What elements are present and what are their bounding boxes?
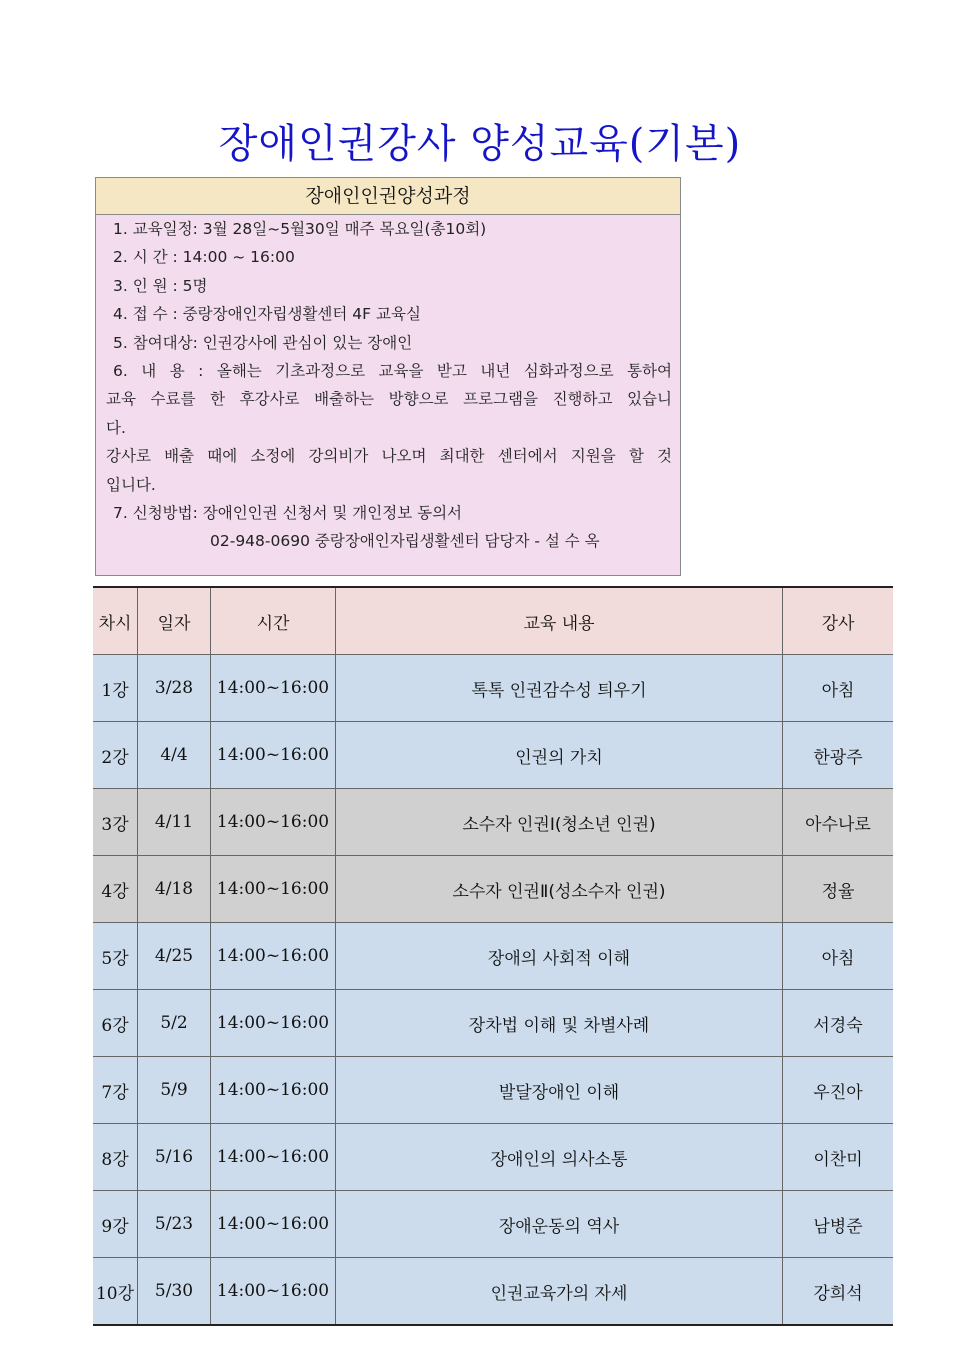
teacher-cell: 한광주 <box>783 722 894 789</box>
table-row <box>93 655 893 722</box>
contact-line: 02-948-0690 중랑장애인자립생활센터 담당자 - 설 수 옥 <box>210 532 600 551</box>
date-cell: 4/18 <box>138 856 211 923</box>
content-cell: 톡톡 인권감수성 틔우기 <box>336 655 783 722</box>
content-cell: 소수자 인권Ⅱ(성소수자 인권) <box>336 856 783 923</box>
content-cell: 인권의 가치 <box>336 722 783 789</box>
session-cell: 7강 <box>93 1057 138 1124</box>
content-line-2: 교육 수료를 한 후강사로 배출하는 방향으로 프로그램을 진행하고 있습니 <box>106 390 672 409</box>
table-row <box>93 722 893 789</box>
session-cell: 6강 <box>93 990 138 1057</box>
time-cell: 14:00~16:00 <box>211 1191 336 1258</box>
content-line-5: 입니다. <box>106 475 156 494</box>
time-line: 2. 시 간 : 14:00 ~ 16:00 <box>113 248 295 267</box>
date-cell: 5/30 <box>138 1258 211 1326</box>
content-line-3: 다. <box>106 418 126 437</box>
time-cell: 14:00~16:00 <box>211 722 336 789</box>
table-row <box>93 990 893 1057</box>
teacher-cell: 정율 <box>783 856 894 923</box>
session-cell: 4강 <box>93 856 138 923</box>
table-row <box>93 789 893 856</box>
content-line-1: 6. 내 용 : 올해는 기초과정으로 교육을 받고 내년 심화과정으로 통하여 <box>113 361 672 380</box>
table-header-row <box>93 587 893 655</box>
session-cell: 1강 <box>93 655 138 722</box>
target-line: 5. 참여대상: 인권강사에 관심이 있는 장애인 <box>113 333 413 352</box>
date-cell: 5/23 <box>138 1191 211 1258</box>
teacher-cell: 서경숙 <box>783 990 894 1057</box>
content-cell: 인권교육가의 자세 <box>336 1258 783 1326</box>
course-info-box <box>95 177 681 576</box>
session-cell: 3강 <box>93 789 138 856</box>
time-cell: 14:00~16:00 <box>211 1124 336 1191</box>
schedule-line: 1. 교육일정: 3월 28일~5월30일 매주 목요일(총10회) <box>113 220 487 238</box>
content-cell: 장애운동의 역사 <box>336 1191 783 1258</box>
time-cell: 14:00~16:00 <box>211 990 336 1057</box>
time-cell: 14:00~16:00 <box>211 923 336 990</box>
apply-line: 7. 신청방법: 장애인인권 신청서 및 개인정보 동의서 <box>113 503 463 522</box>
table-row <box>93 923 893 990</box>
table-row <box>93 1258 893 1326</box>
content-cell: 장애인의 의사소통 <box>336 1124 783 1191</box>
teacher-cell: 우진아 <box>783 1057 894 1124</box>
table-body <box>93 655 893 1326</box>
header-date: 일자 <box>138 587 211 655</box>
schedule-table <box>93 586 893 1326</box>
date-cell: 4/11 <box>138 789 211 856</box>
date-cell: 5/9 <box>138 1057 211 1124</box>
date-cell: 4/4 <box>138 722 211 789</box>
table-row <box>93 1057 893 1124</box>
content-cell: 소수자 인권Ⅰ(청소년 인권) <box>336 789 783 856</box>
table-row <box>93 1191 893 1258</box>
session-cell: 8강 <box>93 1124 138 1191</box>
header-session: 차시 <box>93 587 138 655</box>
session-cell: 2강 <box>93 722 138 789</box>
date-cell: 4/25 <box>138 923 211 990</box>
time-cell: 14:00~16:00 <box>211 1057 336 1124</box>
capacity-line: 3. 인 원 : 5명 <box>113 276 208 295</box>
teacher-cell: 아침 <box>783 923 894 990</box>
teacher-cell: 남병준 <box>783 1191 894 1258</box>
session-cell: 5강 <box>93 923 138 990</box>
table-row <box>93 856 893 923</box>
header-content: 교육 내용 <box>336 587 783 655</box>
content-cell: 장차법 이해 및 차별사례 <box>336 990 783 1057</box>
date-cell: 5/2 <box>138 990 211 1057</box>
date-cell: 5/16 <box>138 1124 211 1191</box>
teacher-cell: 아수나로 <box>783 789 894 856</box>
teacher-cell: 강희석 <box>783 1258 894 1326</box>
course-info-lines <box>96 215 680 556</box>
page-title: 장애인권강사 양성교육(기본) <box>218 121 742 167</box>
teacher-cell: 아침 <box>783 655 894 722</box>
content-cell: 장애의 사회적 이해 <box>336 923 783 990</box>
header-teacher: 강사 <box>783 587 894 655</box>
time-cell: 14:00~16:00 <box>211 655 336 722</box>
time-cell: 14:00~16:00 <box>211 856 336 923</box>
session-cell: 10강 <box>93 1258 138 1326</box>
content-cell: 발달장애인 이해 <box>336 1057 783 1124</box>
table-row <box>93 1124 893 1191</box>
time-cell: 14:00~16:00 <box>211 1258 336 1326</box>
header-time: 시간 <box>211 587 336 655</box>
content-line-4: 강사로 배출 때에 소정에 강의비가 나오며 최대한 센터에서 지원을 할 것 <box>106 447 672 466</box>
teacher-cell: 이찬미 <box>783 1124 894 1191</box>
time-cell: 14:00~16:00 <box>211 789 336 856</box>
date-cell: 3/28 <box>138 655 211 722</box>
course-info-header: 장애인인권양성과정 <box>96 178 680 215</box>
location-line: 4. 접 수 : 중랑장애인자립생활센터 4F 교육실 <box>113 305 421 324</box>
session-cell: 9강 <box>93 1191 138 1258</box>
